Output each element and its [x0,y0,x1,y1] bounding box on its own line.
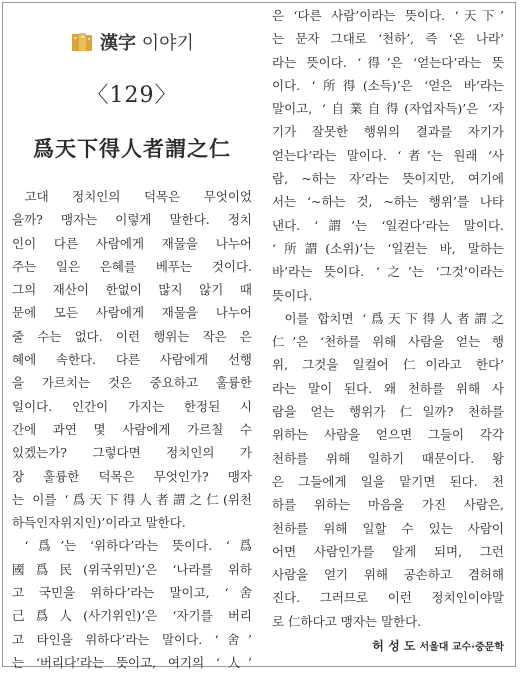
text-line: 은 ‘다른 사람’이라는 뜻이다. ‘天下’ [272,8,504,23]
text-line: 문에 모든 사람에게 재물을 나누어 [12,305,252,321]
text-line: 어면 사람인가를 알게 되며, 그런 [272,543,504,559]
text-line: 장 훌륭한 덕목은 무엇인가? 맹자 [12,468,252,484]
column-title-korean: 이야기 [136,33,194,54]
text-line: 사람을 얻기 위해 공손하고 겸허해 [272,567,504,583]
text-line: 고 타인을 위하다’라는 말이다. ‘舍’ [12,631,252,647]
text-line: 己爲人(사기위인)’은 ‘자기를 버리 [12,608,252,624]
right-body-text [272,4,504,633]
text-line: 진다. 그러므로 이런 정치인이야말 [272,590,504,606]
text-line: 는 ‘버리다’라는 뜻이고, 여기의 ‘人’ [12,654,252,670]
text-line: 仁’은 ‘천하를 위해 사람을 얻는 행 [272,334,504,350]
text-line: 로 仁하다고 맹자는 말한다. [272,613,422,629]
author-name: 허 성 도 [372,639,416,654]
text-line: 하득인자위지인)’이라고 말한다. [12,515,186,531]
text-line: 이를 합치면 ‘爲天下得人者謂之 [284,310,504,326]
text-line: 을까? 맹자는 이렇게 말한다. 정치 [12,212,252,228]
text-line: ‘所謂(소위)’는 ‘일컫는 바, 말하는 [272,240,504,256]
text-line: 고 국민을 위하다’라는 말이고, ‘舍 [12,585,252,601]
text-line: 는 문자 그대로 ‘천하’, 즉 ‘온 나라’ [272,31,504,47]
text-line: 은 그들에게 일을 맡기면 된다. 천 [272,473,504,489]
issue-number: 〈129〉 [86,83,178,108]
text-line: 있겠는가? 그렇다면 정치인의 가 [12,445,252,461]
byline [272,637,504,654]
text-line: 위하는 사람을 얻으면 그들이 각각 [272,427,504,443]
text-line: 을 가르치는 것은 중요하고 훌륭한 [12,375,252,391]
text-line: 하를 위하는 마음을 가진 사람은, [272,497,504,513]
text-line: 라는 뜻이다. ‘得’은 ‘얻는다’라는 뜻 [272,54,504,70]
text-line: 고대 정치인의 덕목은 무엇이었 [24,189,252,204]
text-line: 낸다. ‘謂’는 ‘일컫다’라는 말이다. [272,217,504,233]
text-line: 뜻이다. [272,287,313,303]
column-title-hanja: 漢字 [100,33,137,54]
text-line: 혜에 속한다. 다른 사람에게 선행 [12,352,252,368]
column-header [12,20,252,64]
text-line: 인이 다른 사람에게 재물을 나누어 [12,235,252,251]
text-line: 람을 얻는 행위가 仁일까? 천하를 [272,404,504,420]
text-line: 는 이를 ‘爲天下得人者謂之仁(위천 [12,491,252,507]
text-line: 줄 수는 없다. 이런 행위는 작은 은 [12,328,252,344]
text-line: 얻는다’라는 말이다. ‘者’는 원래 ‘사 [272,147,504,163]
headline: 爲天下得人者謂之仁 [33,136,231,161]
text-line: 이다. ‘所得(소득)’은 ‘얻은 바’라는 [272,77,504,93]
text-line: 위, 그것을 일컬어 仁이라고 한다’ [272,357,504,373]
text-line: 일이다. 인간이 가지는 한정된 시 [12,398,252,414]
text-line: 간에 과연 몇 사람에게 가르칠 수 [12,421,252,437]
text-line: 國爲民(위국위민)’은 ‘나라를 위하 [12,561,252,577]
author-affiliation: 서울대 교수·중문학 [419,642,504,654]
text-line: 천하를 위해 일하기 때문이다. 왕 [272,450,504,466]
text-line: 람, ~하는 자’라는 뜻이지만, 여기에 [272,171,504,187]
text-line: 말이고, ‘自業自得(자업자득)’은 ‘자 [272,101,504,117]
text-line: 천하를 위해 일할 수 있는 사람이 [272,520,504,536]
text-line: 주는 일은 은혜를 베푸는 것이다. [12,258,252,274]
column-title [100,29,194,55]
text-line: 기가 잘못한 행위의 결과를 자기가 [272,124,504,140]
left-column [12,4,252,670]
text-line: 라는 말이 된다. 왜 천하를 위해 사 [272,380,504,396]
left-body-text [12,185,252,674]
book-scroll-icon [70,30,94,54]
right-column [272,4,504,654]
text-line: 서는 ‘~하는 것, ~하는 행위’를 나타 [272,194,504,210]
text-line: 그의 재산이 한없이 많지 않기 때 [12,282,252,298]
text-line: 바’라는 뜻이다. ‘之’는 ‘그것’이라는 [272,264,504,280]
text-line: ‘爲’는 ‘위하다’라는 뜻이다. ‘爲 [24,538,252,554]
